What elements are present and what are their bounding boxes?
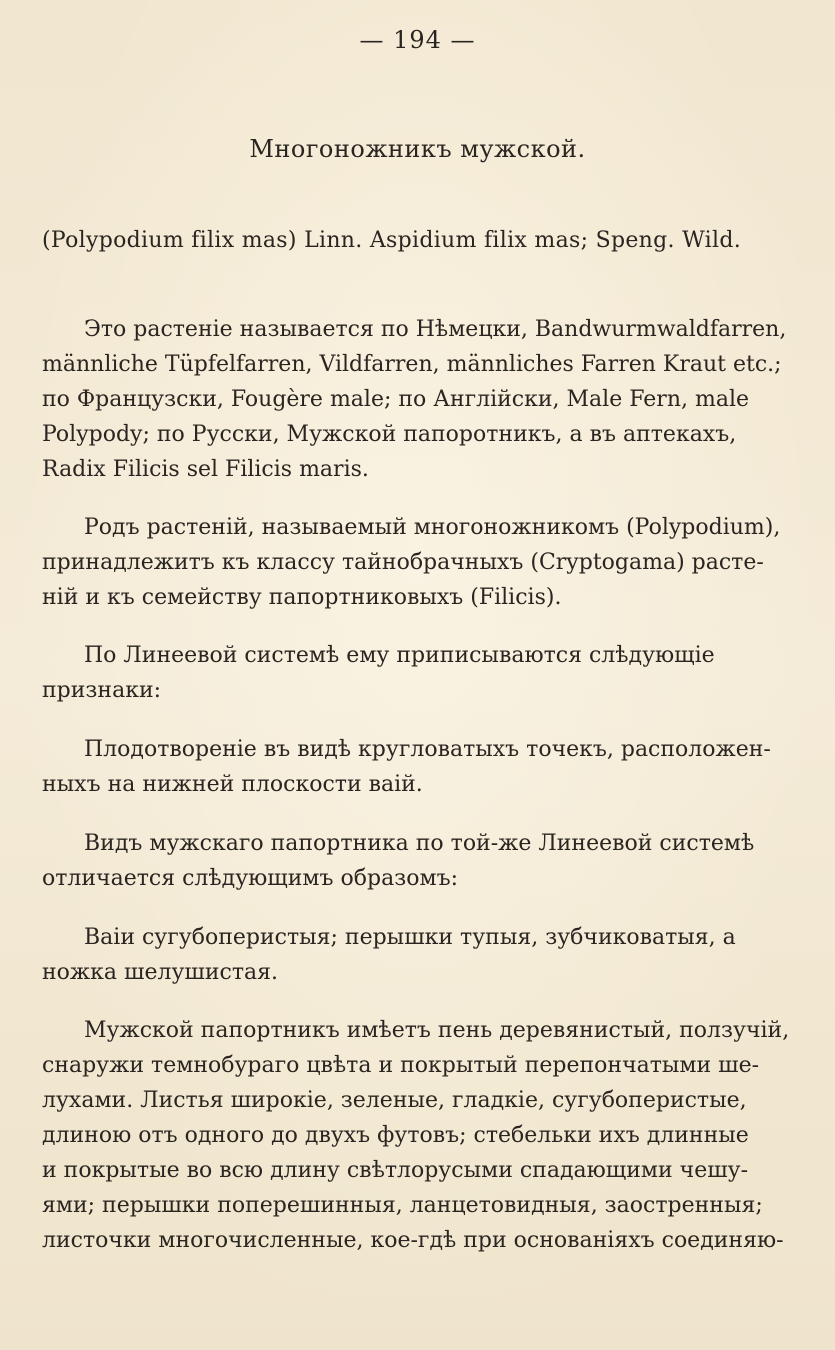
text-line: Мужской папортникъ имѣетъ пень деревянистый, ползучій, [84, 1018, 790, 1043]
text-line: снаружи темнобураго цвѣта и покрытый перепончатыми ше- [42, 1053, 760, 1078]
text-line: и покрытые во всю длину свѣтлорусыми спадающими чешу- [42, 1158, 749, 1183]
text-line: По Линеевой системѣ ему приписываются слѣдующіе [84, 643, 715, 668]
text-line: принадлежитъ къ классу тайнобрачныхъ (Cryptogama) расте- [42, 550, 764, 575]
text-line: Это растеніе называется по Нѣмецки, Bandwurmwaldfarren, [84, 317, 787, 342]
paragraph-fronds [42, 920, 804, 990]
text-line: männliche Tüpfelfarren, Vildfarren, männliches Farren Kraut etc.; [42, 352, 782, 377]
paragraph-species [42, 826, 804, 896]
text-line: отличается слѣдующимъ образомъ: [42, 866, 458, 891]
text-line: Polypody; по Русски, Мужской папоротникъ, а въ аптекахъ, [42, 422, 737, 447]
text-line: ножка шелушистая. [42, 960, 278, 985]
paragraph-names [42, 312, 804, 487]
paragraph-description [42, 1013, 804, 1258]
paragraph-fructification [42, 732, 804, 802]
text-line: признаки: [42, 678, 162, 703]
paragraph-linnaean-system [42, 638, 804, 708]
text-line: Плодотвореніе въ видѣ кругловатыхъ точекъ, расположен- [84, 737, 771, 762]
text-line: листочки многочисленные, кое-гдѣ при основаніяхъ соединяю- [42, 1228, 784, 1253]
section-heading: Многоножникъ мужской. [249, 135, 586, 163]
text-line: Видъ мужскаго папортника по той-же Линеевой системѣ [84, 831, 755, 856]
text-line: по Французски, Fougère male; по Англійски, Male Fern, male [42, 387, 750, 412]
text-line: Родъ растеній, называемый многоножникомъ (Polypodium), [84, 515, 781, 540]
text-line: ній и къ семейству папортниковыхъ (Filicis). [42, 585, 562, 610]
text-line: ныхъ на нижней плоскости ваій. [42, 772, 423, 797]
text-line: Ваіи сугубоперистыя; перышки тупыя, зубчиковатыя, а [84, 925, 736, 950]
latin-names-line: (Polypodium filix mas) Linn. Aspidium filix mas; Speng. Wild. [42, 228, 741, 253]
text-line: ями; перышки поперешинныя, ланцетовидныя, заостренныя; [42, 1193, 763, 1218]
paragraph-genus [42, 510, 804, 615]
text-line: длиною отъ одного до двухъ футовъ; стебельки ихъ длинные [42, 1123, 749, 1148]
text-line: лухами. Листья широкіе, зеленые, гладкіе, сугубоперистые, [42, 1088, 747, 1113]
page-number: — 194 — [359, 26, 476, 54]
text-line: Radix Filicis sel Filicis maris. [42, 457, 369, 482]
